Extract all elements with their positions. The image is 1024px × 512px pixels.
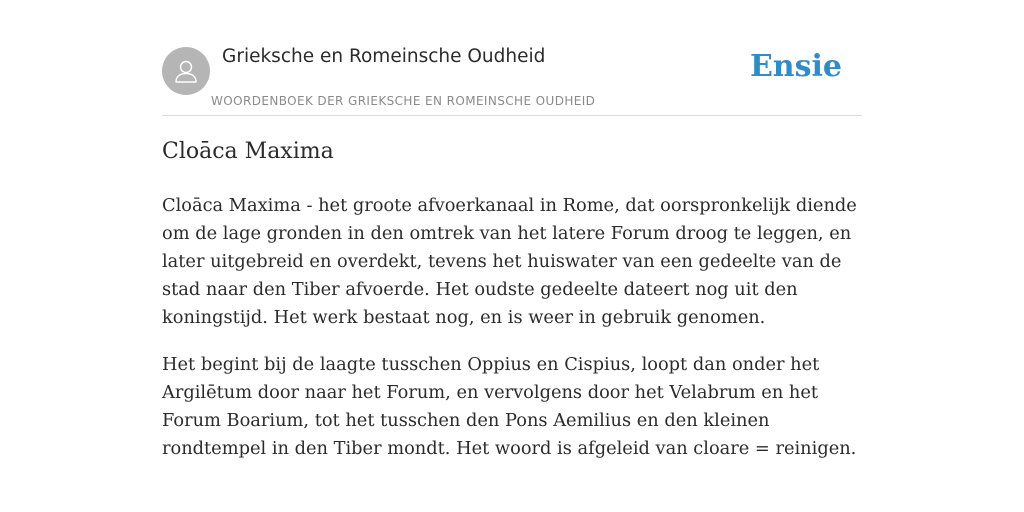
ensie-logo-link[interactable]: Ensie	[749, 49, 842, 84]
dictionary-subtitle: WOORDENBOEK DER GRIEKSCHE EN ROMEINSCHE OUDHEID	[211, 94, 596, 108]
entry-paragraph: Cloāca Maxima - het groote afvoerkanaal in Rome, dat oorspronkelijk diende om de lage gronden in den omtrek van het latere Forum droog te leggen, en later uitgebreid en overdekt, tevens het huiswater van een gedeelte van de stad naar den Tiber afvoerde. Het oudste gedeelte dateert nog uit den koningstijd. Het werk bestaat nog, en is weer in gebruik genomen.	[162, 195, 857, 328]
header	[162, 0, 862, 116]
avatar[interactable]	[162, 47, 210, 95]
entry-title: Cloāca Maxima	[162, 139, 334, 164]
entry-paragraph: Het begint bij de laagte tusschen Oppius en Cispius, loopt dan onder het Argilētum door naar het Forum, en vervolgens door het Velabrum en het Forum Boarium, tot het tusschen den Pons Aemilius en den kleinen rondtempel in den Tiber mondt. Het woord is afgeleid van cloare = reinigen.	[162, 354, 857, 459]
dictionary-title[interactable]: Grieksche en Romeinsche Oudheid	[222, 46, 546, 67]
user-icon	[172, 57, 200, 85]
page	[162, 0, 862, 459]
